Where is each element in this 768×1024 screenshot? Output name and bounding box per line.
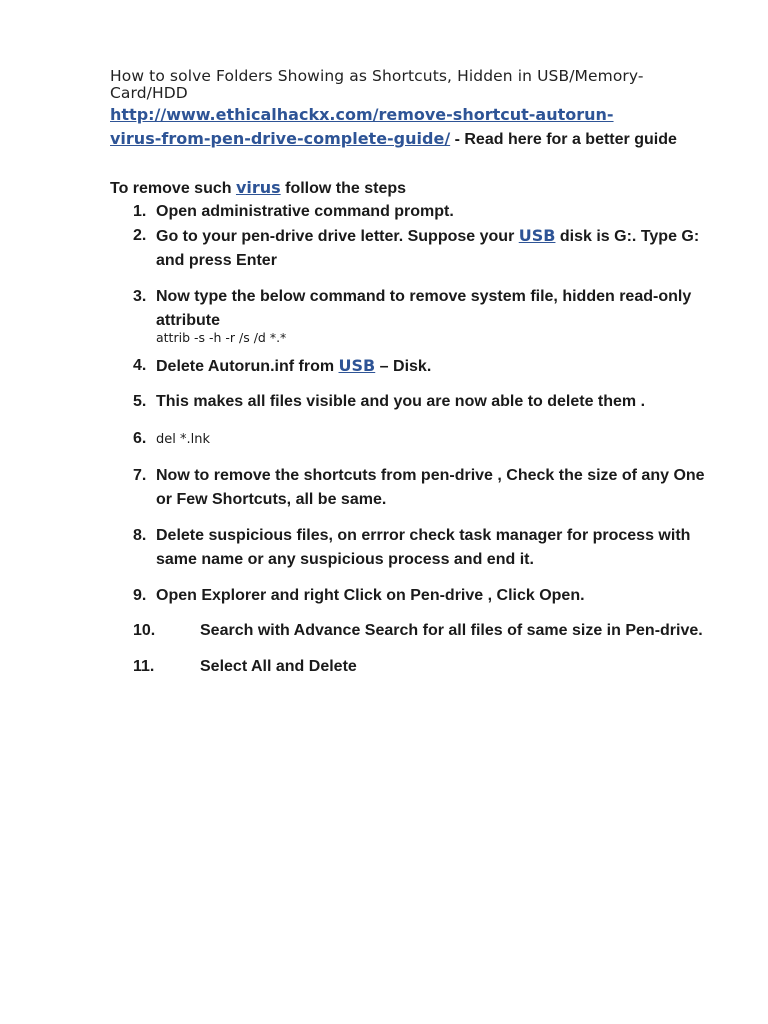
guide-link-paragraph bbox=[110, 103, 710, 151]
step-number: 1. bbox=[133, 203, 147, 220]
step-item bbox=[110, 224, 710, 273]
guide-url-line1[interactable]: http://www.ethicalhackx.com/remove-shortcut-autorun- bbox=[110, 105, 614, 124]
step-number: 5. bbox=[133, 393, 147, 410]
del-command: del *.lnk bbox=[156, 432, 211, 447]
usb-link[interactable]: USB bbox=[338, 356, 376, 375]
intro-before: To remove such bbox=[110, 180, 236, 197]
step-item bbox=[110, 285, 710, 345]
step-number: 6. bbox=[133, 430, 147, 447]
step-number: 10. bbox=[133, 622, 156, 639]
step-text: Now to remove the shortcuts from pen-drive , Check the size of any One or Few Shortcuts, all be same. bbox=[156, 467, 705, 508]
step-item bbox=[110, 200, 710, 224]
step-text: Now type the below command to remove system file, hidden read-only attribute bbox=[156, 288, 692, 329]
step-text-after: – Disk. bbox=[375, 358, 432, 375]
step-number: 7. bbox=[133, 467, 147, 484]
step-number: 8. bbox=[133, 527, 147, 544]
step-number: 4. bbox=[133, 357, 147, 374]
step-item bbox=[110, 524, 710, 572]
step-text: Select All and Delete bbox=[200, 658, 357, 675]
step-item bbox=[110, 390, 710, 414]
steps-list bbox=[110, 200, 710, 679]
intro-line bbox=[110, 176, 710, 200]
virus-link[interactable]: virus bbox=[235, 178, 281, 197]
step-item bbox=[110, 619, 710, 643]
step-item bbox=[110, 584, 710, 608]
step-number: 2. bbox=[133, 227, 147, 244]
step-text-after: disk is G:. Type G: and press Enter bbox=[156, 228, 700, 269]
step-text-before: Delete Autorun.inf from bbox=[156, 358, 339, 375]
guide-link-suffix: - Read here for a better guide bbox=[450, 131, 677, 148]
usb-link[interactable]: USB bbox=[518, 226, 556, 245]
step-number: 3. bbox=[133, 288, 147, 305]
document-title: How to solve Folders Showing as Shortcuts, Hidden in USB/Memory-Card/HDD bbox=[110, 67, 644, 102]
step-number: 11. bbox=[133, 658, 155, 675]
intro-after: follow the steps bbox=[280, 180, 407, 197]
step-item bbox=[110, 354, 710, 379]
step-text-before: Go to your pen-drive drive letter. Suppose your bbox=[156, 228, 519, 245]
step-number: 9. bbox=[133, 587, 147, 604]
step-item bbox=[110, 655, 710, 679]
step-text: Search with Advance Search for all files of same size in Pen-drive. bbox=[200, 622, 703, 639]
step-text: Open administrative command prompt. bbox=[156, 203, 454, 220]
document-page bbox=[110, 68, 710, 679]
guide-url-line2[interactable]: virus-from-pen-drive-complete-guide/ bbox=[110, 129, 451, 148]
step-item bbox=[110, 464, 710, 512]
step-text: Open Explorer and right Click on Pen-drive , Click Open. bbox=[156, 587, 585, 604]
attrib-command: attrib -s -h -r /s /d *.* bbox=[156, 330, 287, 345]
step-text: Delete suspicious files, on errror check task manager for process with same name or any suspicious process and end it. bbox=[156, 527, 691, 568]
step-text: This makes all files visible and you are now able to delete them . bbox=[156, 393, 646, 410]
step-item bbox=[110, 427, 710, 452]
